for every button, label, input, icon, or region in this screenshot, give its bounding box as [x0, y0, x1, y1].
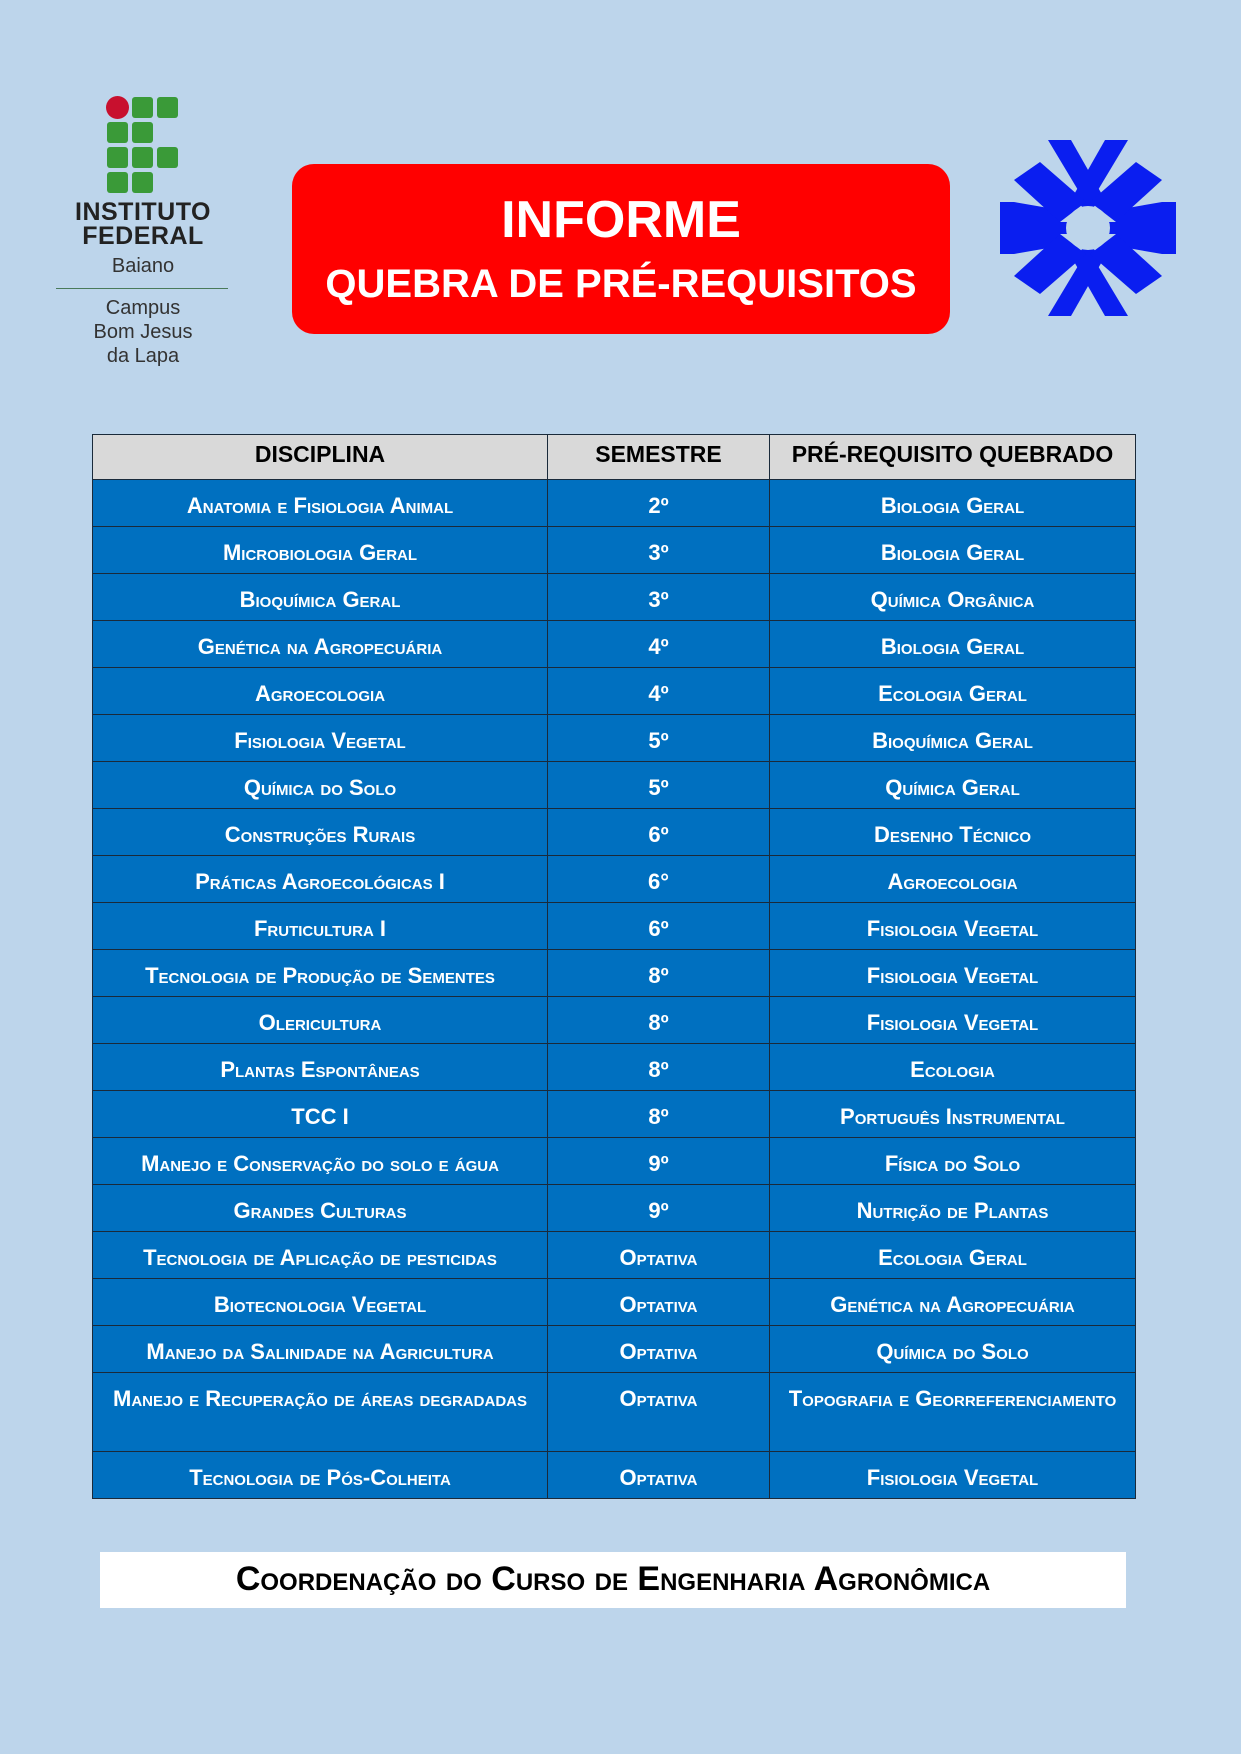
table-row: [93, 809, 1136, 856]
discipline-cell: Tecnologia de Produção de Sementes: [93, 950, 548, 997]
institute-name-line1: INSTITUTO: [75, 198, 211, 226]
table-row: [93, 715, 1136, 762]
prerequisite-cell: Química Orgânica: [770, 574, 1136, 621]
semester-cell: 6°: [548, 856, 770, 903]
discipline-cell: Fisiologia Vegetal: [93, 715, 548, 762]
table-row: [93, 1232, 1136, 1279]
semester-cell: Optativa: [548, 1326, 770, 1373]
semester-cell: 4º: [548, 621, 770, 668]
semester-cell: 6º: [548, 809, 770, 856]
table-row: [93, 668, 1136, 715]
campus-line1: Campus: [105, 297, 181, 319]
campus-name: [56, 296, 230, 368]
prerequisite-cell: Física do Solo: [770, 1138, 1136, 1185]
table-row: [93, 621, 1136, 668]
prerequisite-cell: Biologia Geral: [770, 480, 1136, 527]
prerequisite-cell: Fisiologia Vegetal: [770, 903, 1136, 950]
discipline-cell: Construções Rurais: [93, 809, 548, 856]
semester-cell: Optativa: [548, 1232, 770, 1279]
prerequisite-cell: Fisiologia Vegetal: [770, 1452, 1136, 1499]
table-header-row: [93, 435, 1136, 480]
column-header-discipline: DISCIPLINA: [93, 435, 548, 480]
table-row: [93, 1373, 1136, 1452]
discipline-cell: Plantas Espontâneas: [93, 1044, 548, 1091]
semester-cell: 9º: [548, 1185, 770, 1232]
prerequisite-cell: Bioquímica Geral: [770, 715, 1136, 762]
semester-cell: 8º: [548, 1044, 770, 1091]
institute-logo: [56, 92, 230, 372]
table-row: [93, 856, 1136, 903]
semester-cell: 3º: [548, 527, 770, 574]
prerequisite-cell: Fisiologia Vegetal: [770, 950, 1136, 997]
discipline-cell: Manejo da Salinidade na Agricultura: [93, 1326, 548, 1373]
prerequisite-cell: Biologia Geral: [770, 527, 1136, 574]
agronomy-emblem-icon: [1000, 140, 1176, 316]
semester-cell: 3º: [548, 574, 770, 621]
table-row: [93, 1185, 1136, 1232]
semester-cell: 9º: [548, 1138, 770, 1185]
semester-cell: 6º: [548, 903, 770, 950]
discipline-cell: Microbiologia Geral: [93, 527, 548, 574]
table-row: [93, 574, 1136, 621]
notice-banner: [292, 164, 950, 334]
prerequisite-cell: Fisiologia Vegetal: [770, 997, 1136, 1044]
institute-subname: Baiano: [111, 255, 175, 277]
discipline-cell: Agroecologia: [93, 668, 548, 715]
discipline-cell: Práticas Agroecológicas I: [93, 856, 548, 903]
discipline-cell: Manejo e Recuperação de áreas degradadas: [93, 1373, 548, 1452]
institute-name: [56, 200, 230, 248]
discipline-cell: Grandes Culturas: [93, 1185, 548, 1232]
campus-line3: da Lapa: [106, 345, 180, 367]
table-row: [93, 1138, 1136, 1185]
column-header-semester: SEMESTRE: [548, 435, 770, 480]
prerequisite-cell: Ecologia Geral: [770, 1232, 1136, 1279]
prerequisites-table: [92, 434, 1136, 1499]
semester-cell: 5º: [548, 762, 770, 809]
institute-logo-mark-icon: [106, 96, 194, 192]
banner-title: INFORME: [501, 191, 741, 249]
semester-cell: Optativa: [548, 1452, 770, 1499]
coordination-footer: [100, 1552, 1126, 1608]
discipline-cell: Anatomia e Fisiologia Animal: [93, 480, 548, 527]
semester-cell: 8º: [548, 950, 770, 997]
table-row: [93, 1091, 1136, 1138]
discipline-cell: Manejo e Conservação do solo e água: [93, 1138, 548, 1185]
column-header-prerequisite: PRÉ-REQUISITO QUEBRADO: [770, 435, 1136, 480]
prerequisite-cell: Desenho Técnico: [770, 809, 1136, 856]
prerequisite-cell: Topografia e Georreferenciamento: [770, 1373, 1136, 1452]
table-row: [93, 997, 1136, 1044]
prerequisite-cell: Química do Solo: [770, 1326, 1136, 1373]
banner-subtitle: QUEBRA DE PRÉ-REQUISITOS: [325, 262, 917, 306]
discipline-cell: Biotecnologia Vegetal: [93, 1279, 548, 1326]
discipline-cell: Fruticultura I: [93, 903, 548, 950]
prerequisite-cell: Português Instrumental: [770, 1091, 1136, 1138]
table-row: [93, 903, 1136, 950]
semester-cell: 8º: [548, 1091, 770, 1138]
discipline-cell: Tecnologia de Aplicação de pesticidas: [93, 1232, 548, 1279]
footer-text: Coordenação do Curso de Engenharia Agronômica: [235, 1560, 991, 1598]
discipline-cell: Química do Solo: [93, 762, 548, 809]
logo-divider: [56, 288, 228, 289]
campus-line2: Bom Jesus: [93, 321, 193, 343]
institute-name-line2: FEDERAL: [82, 222, 204, 250]
table-row: [93, 480, 1136, 527]
table-row: [93, 950, 1136, 997]
table-row: [93, 1279, 1136, 1326]
prerequisite-cell: Biologia Geral: [770, 621, 1136, 668]
discipline-cell: Genética na Agropecuária: [93, 621, 548, 668]
prerequisite-cell: Agroecologia: [770, 856, 1136, 903]
table-row: [93, 1452, 1136, 1499]
prerequisite-cell: Genética na Agropecuária: [770, 1279, 1136, 1326]
discipline-cell: Olericultura: [93, 997, 548, 1044]
semester-cell: 4º: [548, 668, 770, 715]
prerequisite-cell: Ecologia Geral: [770, 668, 1136, 715]
semester-cell: 2º: [548, 480, 770, 527]
prerequisite-cell: Química Geral: [770, 762, 1136, 809]
prerequisite-cell: Nutrição de Plantas: [770, 1185, 1136, 1232]
discipline-cell: Bioquímica Geral: [93, 574, 548, 621]
semester-cell: 5º: [548, 715, 770, 762]
table-row: [93, 1326, 1136, 1373]
table-row: [93, 762, 1136, 809]
table-row: [93, 1044, 1136, 1091]
table-row: [93, 527, 1136, 574]
discipline-cell: Tecnologia de Pós-Colheita: [93, 1452, 548, 1499]
semester-cell: 8º: [548, 997, 770, 1044]
discipline-cell: TCC I: [93, 1091, 548, 1138]
prerequisite-cell: Ecologia: [770, 1044, 1136, 1091]
semester-cell: Optativa: [548, 1279, 770, 1326]
semester-cell: Optativa: [548, 1373, 770, 1452]
